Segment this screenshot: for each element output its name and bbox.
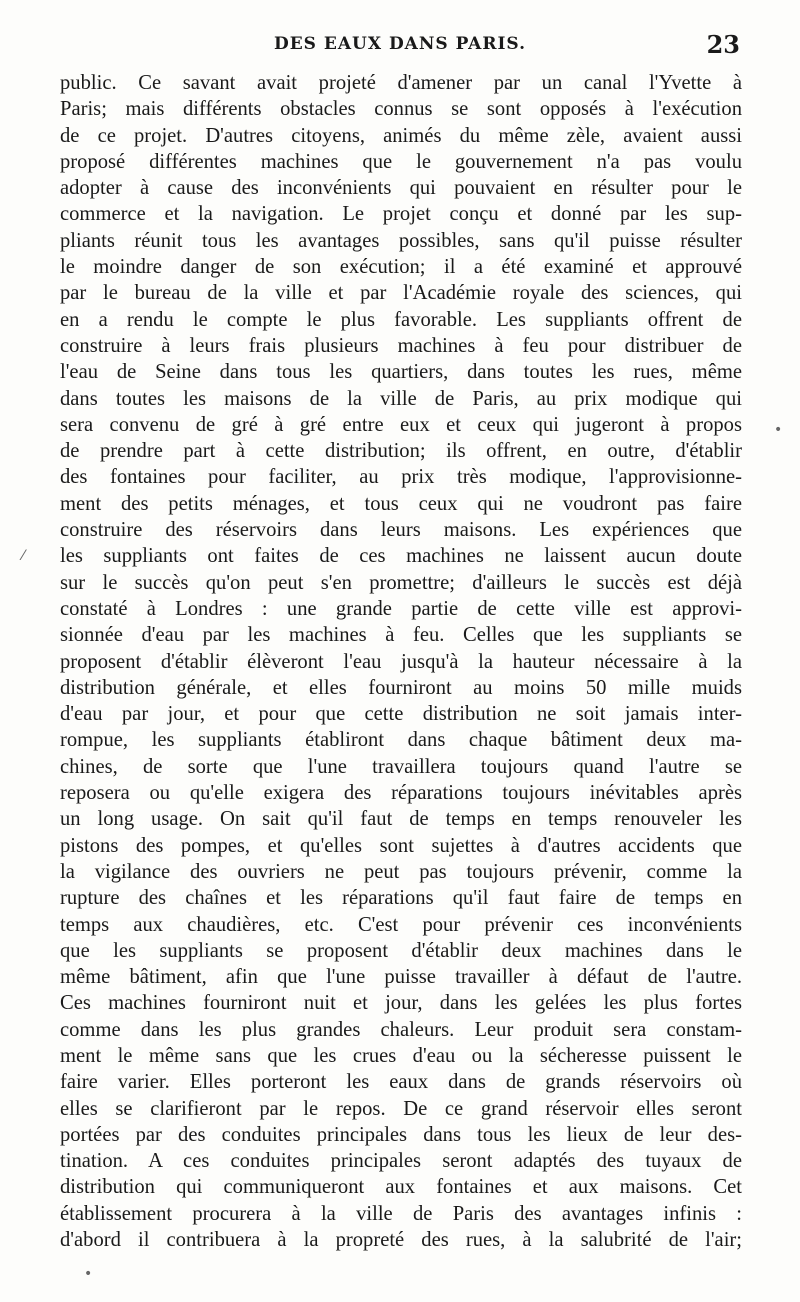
text-line: la vigilance des ouvriers ne peut pas toujours prévenir, comme la xyxy=(60,860,742,883)
running-title: DES EAUX DANS PARIS. xyxy=(273,34,527,54)
text-line: pistons des pompes, et qu'elles sont sujettes à d'autres accidents que xyxy=(60,834,742,857)
text-line: rompue, les suppliants établiront dans chaque bâtiment deux ma- xyxy=(60,729,742,752)
text-line: d'abord il contribuera à la propreté des rues, à la salubrité de l'air; xyxy=(60,1229,742,1252)
speck-mark: ⁄ xyxy=(22,548,25,564)
page-number: 23 xyxy=(706,30,740,59)
text-line: elles se clarifieront par le repos. De ce grand réservoir elles seront xyxy=(60,1097,742,1120)
text-line: comme dans les plus grandes chaleurs. Leur produit sera constam- xyxy=(60,1018,742,1041)
text-line: commerce et la navigation. Le projet conçu et donné par les sup- xyxy=(60,203,742,226)
speck-mark: • xyxy=(774,422,783,438)
text-line: distribution générale, et elles fourniront au moins 50 mille muids xyxy=(60,676,742,699)
text-line: que les suppliants se proposent d'établir deux machines dans le xyxy=(60,939,742,962)
text-line: d'eau par jour, et pour que cette distribution ne soit jamais inter- xyxy=(60,703,742,726)
text-line: ment le même sans que les crues d'eau ou la sécheresse puissent le xyxy=(60,1044,742,1067)
text-line: un long usage. On sait qu'il faut de temps en temps renouveler les xyxy=(60,808,742,831)
text-line: ment des petits ménages, et tous ceux qui ne voudront pas faire xyxy=(60,492,742,515)
text-line: les suppliants ont faites de ces machines ne laissent aucun doute xyxy=(60,545,742,568)
text-line: de ce projet. D'autres citoyens, animés du même zèle, avaient aussi xyxy=(60,124,742,147)
text-line: construire des réservoirs dans leurs maisons. Les expériences que xyxy=(60,519,742,542)
text-line: sera convenu de gré à gré entre eux et ceux qui jugeront à propos xyxy=(60,413,742,436)
page-header xyxy=(60,30,740,64)
text-line: distribution qui communiqueront aux fontaines et aux maisons. Cet xyxy=(60,1176,742,1199)
speck-mark: • xyxy=(84,1266,93,1282)
text-line: temps aux chaudières, etc. C'est pour prévenir ces inconvénients xyxy=(60,913,742,936)
text-line: tination. A ces conduites principales seront adaptés des tuyaux de xyxy=(60,1150,742,1173)
text-line: Paris; mais différents obstacles connus se sont opposés à l'exécution xyxy=(60,98,742,121)
text-line: portées par des conduites principales dans tous les lieux de leur des- xyxy=(60,1123,742,1146)
body-text xyxy=(60,70,742,1253)
text-line: même bâtiment, afin que l'une puisse travailler à défaut de l'autre. xyxy=(60,966,742,989)
text-line: Ces machines fourniront nuit et jour, dans les gelées les plus fortes xyxy=(60,992,742,1015)
text-line: en a rendu le compte le plus favorable. Les suppliants offrent de xyxy=(60,308,742,331)
text-line: proposent d'établir élèveront l'eau jusqu'à la hauteur nécessaire à la xyxy=(60,650,742,673)
text-line: rupture des chaînes et les réparations qu'il faut faire de temps en xyxy=(60,887,742,910)
text-line: établissement procurera à la ville de Paris des avantages infinis : xyxy=(60,1202,742,1225)
text-line: par le bureau de la ville et par l'Académie royale des sciences, qui xyxy=(60,282,742,305)
text-line: reposera ou qu'elle exigera des réparations toujours inévitables après xyxy=(60,782,742,805)
text-line: des fontaines pour faciliter, au prix très modique, l'approvisionne- xyxy=(60,466,742,489)
text-line: faire varier. Elles porteront les eaux dans de grands réservoirs où xyxy=(60,1071,742,1094)
text-line: le moindre danger de son exécution; il a été examiné et approuvé xyxy=(60,256,742,279)
text-line: public. Ce savant avait projeté d'amener par un canal l'Yvette à xyxy=(60,72,742,94)
text-line: sionnée d'eau par les machines à feu. Celles que les suppliants se xyxy=(60,624,742,647)
text-line: l'eau de Seine dans tous les quartiers, dans toutes les rues, même xyxy=(60,361,742,384)
text-line: chines, de sorte que l'une travaillera toujours quand l'autre se xyxy=(60,755,742,778)
text-line: proposé différentes machines que le gouvernement n'a pas voulu xyxy=(60,150,742,173)
text-line: constaté à Londres : une grande partie de cette ville est approvi- xyxy=(60,597,742,620)
text-line: construire à leurs frais plusieurs machines à feu pour distribuer de xyxy=(60,334,742,357)
text-line: dans toutes les maisons de la ville de Paris, au prix modique qui xyxy=(60,387,742,410)
text-line: adopter à cause des inconvénients qui pouvaient en résulter pour le xyxy=(60,177,742,200)
text-line: pliants réunit tous les avantages possibles, sans qu'il puisse résulter xyxy=(60,229,742,252)
text-line: de prendre part à cette distribution; ils offrent, en outre, d'établir xyxy=(60,440,742,463)
text-line: sur le succès qu'on peut s'en promettre; d'ailleurs le succès est déjà xyxy=(60,571,742,594)
